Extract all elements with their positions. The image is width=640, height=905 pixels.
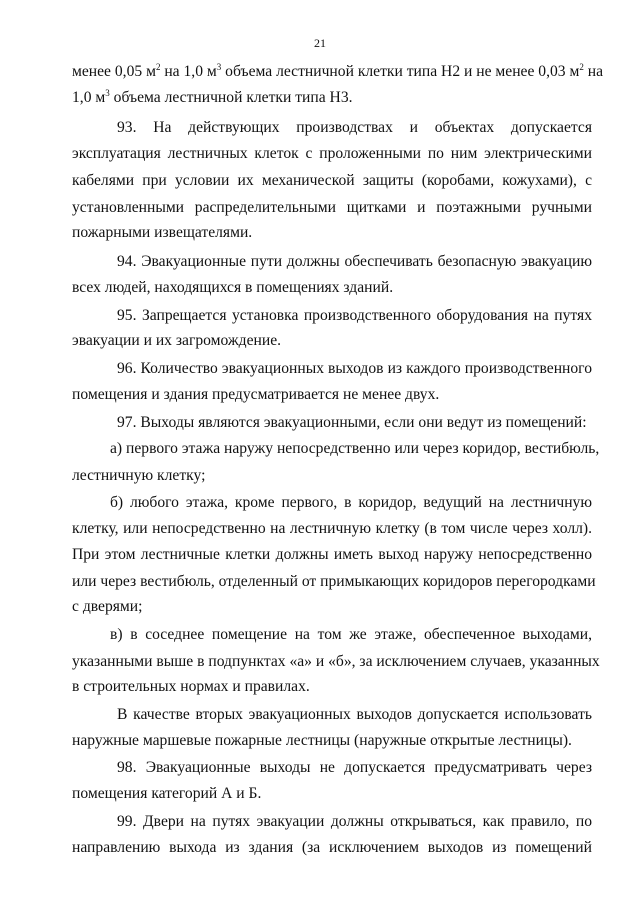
page-number: 21: [314, 36, 326, 50]
paragraph-line: или через вестибюль, отделенный от примыкающих коридоров перегородками: [72, 573, 596, 590]
subclause-a-line: а) первого этажа наружу непосредственно или через коридор, вестибюль,: [110, 440, 600, 457]
paragraph-line: В качестве вторых эвакуационных выходов допускается использовать: [117, 706, 592, 723]
paragraph-line: При этом лестничные клетки должны иметь выход наружу непосредственно: [72, 546, 592, 563]
paragraph-line: в строительных нормах и правилах.: [72, 678, 310, 695]
paragraph-line: 1,0 $м^3$ объема лестничной клетки типа Н3.: [72, 88, 353, 106]
paragraph-line: менее 0,05 $м^2$ на 1,0 $м^3$ объема лестничной клетки типа Н2 и не менее 0,03 $м^2$ на: [72, 62, 604, 80]
paragraph-line: помещения и здания предусматривается не менее двух.: [72, 386, 440, 403]
clause-93-line: 93. На действующих производствах и объектах допускается: [117, 119, 592, 136]
clause-98-line: 98. Эвакуационные выходы не допускается предусматривать через: [117, 759, 592, 776]
paragraph-line: эвакуации и их загромождение.: [72, 332, 282, 349]
clause-99-line: 99. Двери на путях эвакуации должны открываться, как правило, по: [117, 813, 592, 830]
clause-97-line: 97. Выходы являются эвакуационными, если они ведут из помещений:: [117, 414, 587, 431]
clause-94-line: 94. Эвакуационные пути должны обеспечивать безопасную эвакуацию: [117, 253, 592, 270]
paragraph-line: направлению выхода из здания (за исключением выходов из помещений: [72, 839, 592, 856]
paragraph-line: кабелями при условии их механической защиты (коробами, кожухами), с: [72, 172, 592, 189]
paragraph-line: указанными выше в подпунктах «а» и «б», за исключением случаев, указанных: [72, 653, 600, 670]
paragraph-line: клетку, или непосредственно на лестничную клетку (в том числе через холл).: [72, 520, 592, 537]
clause-95-line: 95. Запрещается установка производственного оборудования на путях: [117, 307, 592, 324]
paragraph-line: с дверями;: [72, 598, 143, 615]
paragraph-line: установленными распределительными щитками и поэтажными ручными: [72, 199, 592, 216]
paragraph-line: лестничную клетку;: [72, 467, 206, 484]
paragraph-line: наружные маршевые пожарные лестницы (наружные открытые лестницы).: [72, 732, 572, 749]
paragraph-line: всех людей, находящихся в помещениях зданий.: [72, 279, 394, 296]
subclause-b-line: б) любого этажа, кроме первого, в коридор, ведущий на лестничную: [110, 494, 592, 511]
paragraph-line: помещения категорий А и Б.: [72, 785, 262, 802]
paragraph-line: эксплуатация лестничных клеток с проложенными по ним электрическими: [72, 145, 592, 162]
clause-96-line: 96. Количество эвакуационных выходов из каждого производственного: [117, 360, 592, 377]
subclause-v-line: в) в соседнее помещение на том же этаже, обеспеченное выходами,: [110, 626, 592, 643]
paragraph-line: пожарными извещателями.: [72, 224, 253, 241]
